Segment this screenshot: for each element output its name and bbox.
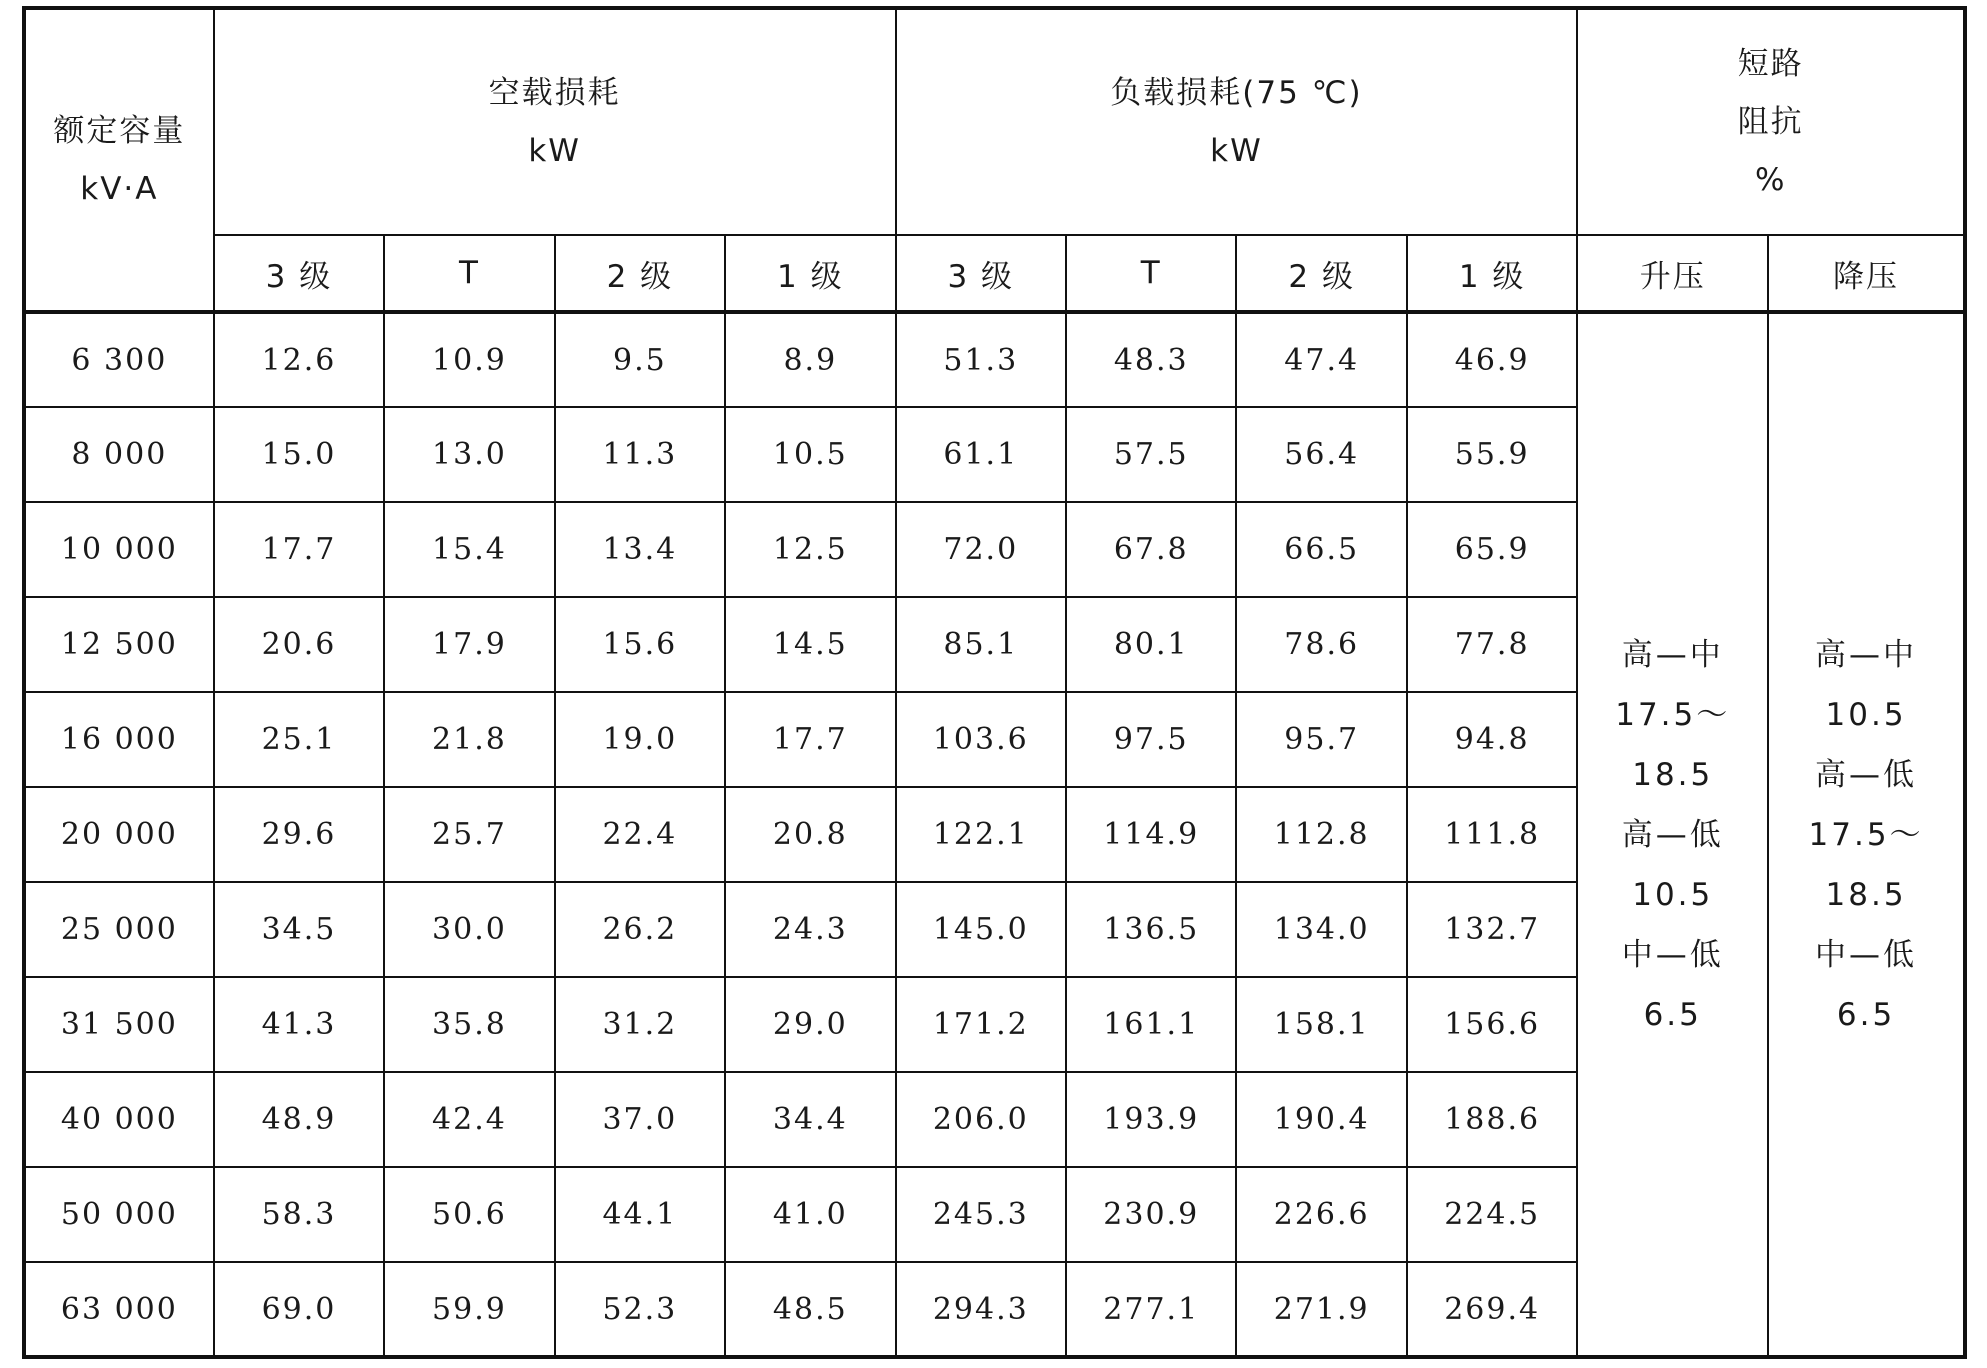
capacity-cell: 50 000 [24,1167,214,1262]
table-cell: 65.9 [1407,502,1577,597]
table-cell: 17.9 [384,597,554,692]
table-cell: 47.4 [1236,312,1406,407]
table-cell: 20.8 [725,787,895,882]
table-cell: 19.0 [555,692,725,787]
sub-header-cell: T [384,235,554,312]
table-cell: 206.0 [896,1072,1066,1167]
table-cell: 37.0 [555,1072,725,1167]
table-cell: 12.5 [725,502,895,597]
table-cell: 156.6 [1407,977,1577,1072]
impedance-line: 中—低 [1815,936,1918,973]
step-up-header: 升压 [1577,235,1768,312]
table-cell: 103.6 [896,692,1066,787]
table-cell: 245.3 [896,1167,1066,1262]
table-cell: 12.6 [214,312,384,407]
load-loss-header [896,8,1578,235]
table-cell: 294.3 [896,1262,1066,1357]
table-cell: 97.5 [1066,692,1236,787]
sub-header-cell: 1 级 [725,235,895,312]
table-cell: 72.0 [896,502,1066,597]
table-cell: 277.1 [1066,1262,1236,1357]
capacity-cell: 31 500 [24,977,214,1072]
step-down-header: 降压 [1768,235,1965,312]
impedance-line: 10.5 [1632,876,1714,913]
table-cell: 226.6 [1236,1167,1406,1262]
table-cell: 29.6 [214,787,384,882]
table-cell: 78.6 [1236,597,1406,692]
capacity-label: 额定容量 [53,113,186,149]
table-cell: 48.9 [214,1072,384,1167]
table-cell: 271.9 [1236,1262,1406,1357]
table-cell: 30.0 [384,882,554,977]
table-cell: 13.4 [555,502,725,597]
table-cell: 55.9 [1407,407,1577,502]
table-cell: 230.9 [1066,1167,1236,1262]
capacity-cell: 10 000 [24,502,214,597]
table-cell: 57.5 [1066,407,1236,502]
table-cell: 52.3 [555,1262,725,1357]
capacity-cell: 8 000 [24,407,214,502]
capacity-cell: 25 000 [24,882,214,977]
impedance-line: 高—低 [1621,816,1724,853]
sub-header-cell: 3 级 [214,235,384,312]
impedance-line: 17.5～ [1615,696,1731,733]
table-cell: 132.7 [1407,882,1577,977]
table-cell: 122.1 [896,787,1066,882]
table-cell: 145.0 [896,882,1066,977]
capacity-cell: 6 300 [24,312,214,407]
sub-header-row [24,235,1965,312]
table-cell: 22.4 [555,787,725,882]
table-cell: 51.3 [896,312,1066,407]
table-cell: 46.9 [1407,312,1577,407]
header-row [24,8,1965,235]
impedance-line: 18.5 [1825,876,1907,913]
impedance-line: 17.5～ [1808,816,1924,853]
table-cell: 56.4 [1236,407,1406,502]
impedance-header [1577,8,1965,235]
load-unit: kW [1210,133,1263,169]
table-cell: 25.7 [384,787,554,882]
table-cell: 15.0 [214,407,384,502]
transformer-loss-table [22,6,1967,1359]
sub-header-cell: T [1066,235,1236,312]
table-cell: 8.9 [725,312,895,407]
table-cell: 58.3 [214,1167,384,1262]
table-cell: 171.2 [896,977,1066,1072]
step-down-impedance-cell [1768,312,1965,1357]
table-cell: 188.6 [1407,1072,1577,1167]
impedance-line: 10.5 [1825,696,1907,733]
table-cell: 21.8 [384,692,554,787]
table-cell: 29.0 [725,977,895,1072]
impedance-label-2: 阻抗 [1737,104,1804,140]
table-cell: 10.5 [725,407,895,502]
table-cell: 67.8 [1066,502,1236,597]
table-cell: 15.6 [555,597,725,692]
sub-header-cell: 3 级 [896,235,1066,312]
table-cell: 193.9 [1066,1072,1236,1167]
impedance-line: 高—中 [1621,636,1724,673]
table-cell: 44.1 [555,1167,725,1262]
capacity-unit: kV·A [80,171,159,207]
table-cell: 61.1 [896,407,1066,502]
table-cell: 224.5 [1407,1167,1577,1262]
impedance-line: 高—中 [1815,636,1918,673]
load-label: 负载损耗(75 ℃) [1110,75,1363,111]
impedance-line: 6.5 [1836,996,1896,1033]
table-cell: 13.0 [384,407,554,502]
table-cell: 111.8 [1407,787,1577,882]
table-cell: 35.8 [384,977,554,1072]
table-cell: 161.1 [1066,977,1236,1072]
table-row [24,312,1965,407]
table-cell: 17.7 [725,692,895,787]
table-cell: 59.9 [384,1262,554,1357]
capacity-cell: 63 000 [24,1262,214,1357]
capacity-cell: 12 500 [24,597,214,692]
table-cell: 85.1 [896,597,1066,692]
table-cell: 26.2 [555,882,725,977]
table-cell: 24.3 [725,882,895,977]
table-cell: 34.4 [725,1072,895,1167]
table-cell: 66.5 [1236,502,1406,597]
table-cell: 269.4 [1407,1262,1577,1357]
capacity-header [24,8,214,312]
table-cell: 41.0 [725,1167,895,1262]
table-cell: 77.8 [1407,597,1577,692]
impedance-label-1: 短路 [1737,46,1804,82]
table-cell: 50.6 [384,1167,554,1262]
table-cell: 94.8 [1407,692,1577,787]
table-cell: 14.5 [725,597,895,692]
table-cell: 42.4 [384,1072,554,1167]
table-cell: 10.9 [384,312,554,407]
table-cell: 25.1 [214,692,384,787]
table-cell: 15.4 [384,502,554,597]
table-cell: 41.3 [214,977,384,1072]
sub-header-cell: 2 级 [555,235,725,312]
table-cell: 158.1 [1236,977,1406,1072]
table-cell: 114.9 [1066,787,1236,882]
table-cell: 136.5 [1066,882,1236,977]
impedance-line: 高—低 [1815,756,1918,793]
capacity-cell: 20 000 [24,787,214,882]
table-cell: 134.0 [1236,882,1406,977]
loss-table-container [22,6,1967,1356]
table-cell: 11.3 [555,407,725,502]
table-cell: 190.4 [1236,1072,1406,1167]
capacity-cell: 40 000 [24,1072,214,1167]
impedance-line: 6.5 [1643,996,1702,1033]
sub-header-cell: 1 级 [1407,235,1577,312]
capacity-cell: 16 000 [24,692,214,787]
sub-header-cell: 2 级 [1236,235,1406,312]
table-cell: 9.5 [555,312,725,407]
impedance-unit: % [1754,162,1787,198]
table-cell: 95.7 [1236,692,1406,787]
table-cell: 112.8 [1236,787,1406,882]
table-cell: 48.3 [1066,312,1236,407]
impedance-line: 中—低 [1621,936,1724,973]
impedance-line: 18.5 [1632,756,1714,793]
no-load-label: 空载损耗 [488,75,621,111]
table-body [24,312,1965,1357]
table-cell: 34.5 [214,882,384,977]
table-cell: 48.5 [725,1262,895,1357]
table-cell: 20.6 [214,597,384,692]
no-load-loss-header [214,8,896,235]
table-cell: 31.2 [555,977,725,1072]
step-up-impedance-cell [1577,312,1768,1357]
table-cell: 80.1 [1066,597,1236,692]
table-cell: 17.7 [214,502,384,597]
no-load-unit: kW [528,133,581,169]
table-cell: 69.0 [214,1262,384,1357]
